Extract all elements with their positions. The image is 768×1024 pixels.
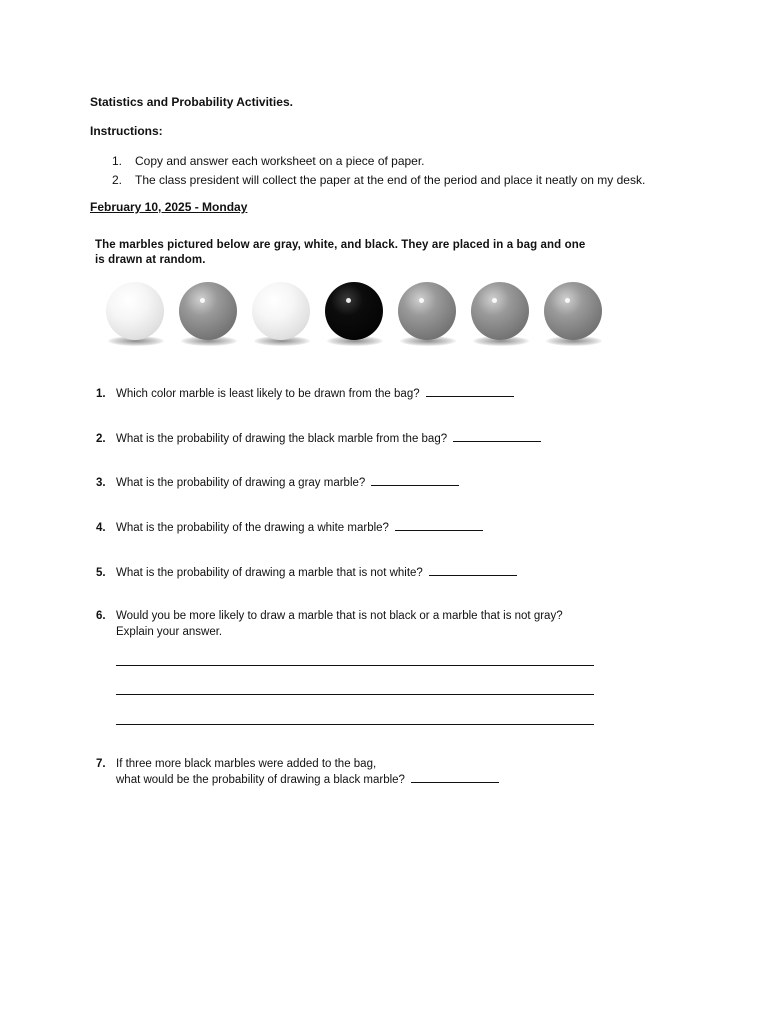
question-number: 1. [96,388,106,400]
instruction-text: The class president will collect the paper at the end of the period and place it neatly on my desk. [135,173,646,187]
instructions-heading: Instructions: [90,124,163,138]
answer-line[interactable] [116,724,594,725]
question-number: 5. [96,567,106,579]
answer-blank[interactable] [395,520,483,531]
marble-ball [252,282,310,340]
instructions-list [90,152,645,190]
question-text: If three more black marbles were added to the bag, [116,758,377,770]
marble-ball [471,282,529,340]
instruction-number: 2. [112,173,123,187]
intro-text [95,238,655,268]
intro-line: is drawn at random. [95,254,206,266]
date-heading: February 10, 2025 - Monday [90,200,248,214]
question-6 [96,608,563,640]
question-text: What is the probability of drawing a marble that is not white? [116,567,423,579]
instruction-number: 1. [112,154,123,168]
instruction-item [90,171,645,190]
gray-marble [396,280,458,352]
question-number: 7. [96,758,106,770]
marble-ball [325,282,383,340]
gray-marble [177,280,239,352]
question-number: 6. [96,610,106,622]
question-text: What is the probability of drawing a gray marble? [116,477,366,489]
question-1 [96,386,514,402]
question-text: What is the probability of the drawing a white marble? [116,522,389,534]
question-text-line: what would be the probability of drawing a black marble? [116,774,405,786]
intro-line: The marbles pictured below are gray, white, and black. They are placed in a bag and one [95,239,586,251]
instruction-text: Copy and answer each worksheet on a piece of paper. [135,154,425,168]
question-text-continued: Explain your answer. [116,626,223,638]
white-marble [104,280,166,352]
white-marble [250,280,312,352]
question-text: Would you be more likely to draw a marble that is not black or a marble that is not gray? [116,610,563,622]
question-number: 3. [96,477,106,489]
page-title: Statistics and Probability Activities. [90,95,293,109]
question-text: What is the probability of drawing the black marble from the bag? [116,433,448,445]
answer-line[interactable] [116,694,594,695]
answer-line[interactable] [116,665,594,666]
answer-blank[interactable] [371,475,459,486]
question-2 [96,431,541,447]
answer-blank[interactable] [453,431,541,442]
gray-marble [542,280,604,352]
question-text: Which color marble is least likely to be drawn from the bag? [116,388,420,400]
gray-marble [469,280,531,352]
question-text-continued [96,772,499,788]
question-3 [96,475,459,491]
black-marble [323,280,385,352]
marbles-illustration [104,280,624,352]
marble-ball [544,282,602,340]
answer-blank[interactable] [426,386,514,397]
question-number: 4. [96,522,106,534]
marble-ball [179,282,237,340]
question-4 [96,520,483,536]
question-number: 2. [96,433,106,445]
instruction-item [90,152,645,171]
marble-ball [398,282,456,340]
question-5 [96,565,517,581]
marble-ball [106,282,164,340]
answer-blank[interactable] [411,772,499,783]
question-7 [96,756,499,788]
answer-blank[interactable] [429,565,517,576]
